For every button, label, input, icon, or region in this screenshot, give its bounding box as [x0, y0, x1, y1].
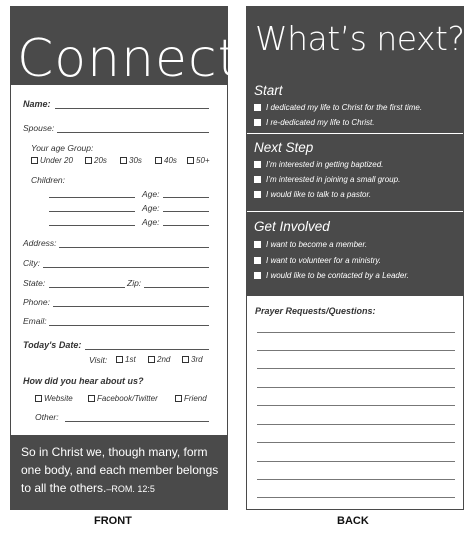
involved-item-volunteer[interactable] [254, 256, 381, 265]
front-caption: FRONT [94, 515, 132, 527]
age-option-label: 50+ [196, 156, 210, 165]
child-age-label: Age: [142, 217, 160, 227]
item-label: I want to volunteer for a ministry. [266, 256, 382, 265]
phone-field[interactable] [53, 306, 209, 307]
item-label: I would like to be contacted by a Leader. [266, 271, 409, 280]
prayer-requests-label: Prayer Requests/Questions: [255, 306, 376, 316]
address-label: Address: [23, 238, 57, 248]
state-label: State: [23, 278, 46, 288]
name-field[interactable] [55, 108, 209, 109]
email-label: Email: [23, 316, 47, 326]
section-title: Get Involved [254, 219, 330, 234]
email-field[interactable] [49, 325, 209, 326]
child-age-field[interactable] [163, 197, 209, 198]
visit-option-label: 3rd [191, 355, 203, 364]
checkbox-icon[interactable] [254, 257, 261, 264]
how-heard-label: How did you hear about us? [23, 376, 144, 386]
visit-label: Visit: [89, 355, 108, 365]
zip-label: Zip: [127, 278, 142, 288]
city-label: City: [23, 258, 40, 268]
age-option-under20[interactable] [31, 156, 73, 165]
verse-text [21, 443, 221, 498]
item-label: I dedicated my life to Christ for the first time. [266, 103, 423, 112]
heard-option-website[interactable] [35, 394, 73, 403]
name-label: Name: [23, 99, 51, 109]
visit-option-1st[interactable] [116, 355, 136, 364]
checkbox-icon[interactable] [120, 157, 127, 164]
city-field[interactable] [43, 267, 209, 268]
start-item-first-time[interactable] [254, 103, 422, 112]
age-option-label: Under 20 [40, 156, 73, 165]
back-card [246, 6, 464, 510]
checkbox-icon[interactable] [88, 395, 95, 402]
front-card [10, 6, 240, 510]
child-age-label: Age: [142, 203, 160, 213]
section-get-involved [247, 212, 463, 296]
other-label: Other: [35, 412, 59, 422]
section-next-step [247, 134, 463, 211]
item-label: I want to become a member. [266, 240, 368, 249]
zip-field[interactable] [144, 287, 209, 288]
checkbox-icon[interactable] [116, 356, 123, 363]
visit-option-label: 1st [125, 355, 136, 364]
spouse-field[interactable] [57, 132, 209, 133]
checkbox-icon[interactable] [254, 104, 261, 111]
child-age-field[interactable] [163, 211, 209, 212]
heard-option-label: Website [44, 394, 73, 403]
checkbox-icon[interactable] [254, 191, 261, 198]
checkbox-icon[interactable] [85, 157, 92, 164]
next-item-small-group[interactable] [254, 175, 400, 184]
checkbox-icon[interactable] [175, 395, 182, 402]
verse-body: So in Christ we, though many, form one body, and each member belongs to all the others. [21, 445, 219, 495]
heard-option-label: Facebook/Twitter [97, 394, 158, 403]
section-start [247, 75, 463, 133]
age-option-label: 20s [94, 156, 107, 165]
verse-panel [11, 435, 227, 509]
visit-option-3rd[interactable] [182, 355, 203, 364]
prayer-line[interactable] [257, 350, 455, 351]
spouse-label: Spouse: [23, 123, 55, 133]
state-field[interactable] [49, 287, 125, 288]
checkbox-icon[interactable] [148, 356, 155, 363]
prayer-line[interactable] [257, 479, 455, 480]
checkbox-icon[interactable] [187, 157, 194, 164]
child-name-field[interactable] [49, 211, 135, 212]
prayer-line[interactable] [257, 368, 455, 369]
prayer-line[interactable] [257, 424, 455, 425]
checkbox-icon[interactable] [254, 272, 261, 279]
child-name-field[interactable] [49, 225, 135, 226]
phone-label: Phone: [23, 297, 50, 307]
back-header [247, 7, 463, 85]
age-option-20s[interactable] [85, 156, 107, 165]
prayer-line[interactable] [257, 332, 455, 333]
visit-option-label: 2nd [157, 355, 171, 364]
prayer-line[interactable] [257, 497, 455, 498]
involved-item-member[interactable] [254, 240, 367, 249]
prayer-line[interactable] [257, 442, 455, 443]
checkbox-icon[interactable] [31, 157, 38, 164]
back-title: What’s next? [255, 19, 465, 58]
checkbox-icon[interactable] [254, 161, 261, 168]
todays-date-field[interactable] [85, 349, 209, 350]
start-item-rededicated[interactable] [254, 118, 374, 127]
age-option-50plus[interactable] [187, 156, 210, 165]
checkbox-icon[interactable] [155, 157, 162, 164]
checkbox-icon[interactable] [254, 176, 261, 183]
age-option-label: 30s [129, 156, 142, 165]
checkbox-icon[interactable] [182, 356, 189, 363]
age-option-label: 40s [164, 156, 177, 165]
front-header [11, 7, 240, 89]
item-label: I re-dedicated my life to Christ. [266, 118, 375, 127]
age-option-30s[interactable] [120, 156, 142, 165]
other-field[interactable] [65, 421, 209, 422]
item-label: I’m interested in joining a small group. [266, 175, 401, 184]
heard-option-facebook-twitter[interactable] [88, 394, 158, 403]
section-title: Start [254, 83, 283, 98]
age-group-label: Your age Group: [31, 143, 94, 153]
section-title: Next Step [254, 140, 314, 155]
prayer-line[interactable] [257, 387, 455, 388]
visit-option-2nd[interactable] [148, 355, 170, 364]
front-title: Connect [17, 29, 240, 89]
verse-reference: –ROM. 12:5 [106, 484, 155, 494]
heard-option-label: Friend [184, 394, 207, 403]
item-label: I’m interested in getting baptized. [266, 160, 384, 169]
checkbox-icon[interactable] [35, 395, 42, 402]
next-item-pastor[interactable] [254, 190, 371, 199]
back-caption: BACK [337, 515, 369, 527]
item-label: I would like to talk to a pastor. [266, 190, 372, 199]
checkbox-icon[interactable] [254, 119, 261, 126]
child-age-field[interactable] [163, 225, 209, 226]
child-name-field[interactable] [49, 197, 135, 198]
prayer-line[interactable] [257, 461, 455, 462]
todays-date-label: Today's Date: [23, 340, 82, 350]
child-age-label: Age: [142, 189, 160, 199]
address-field[interactable] [59, 247, 209, 248]
involved-item-leader-contact[interactable] [254, 271, 409, 280]
checkbox-icon[interactable] [254, 241, 261, 248]
children-label: Children: [31, 175, 66, 185]
prayer-line[interactable] [257, 405, 455, 406]
age-option-40s[interactable] [155, 156, 177, 165]
next-item-baptized[interactable] [254, 160, 383, 169]
heard-option-friend[interactable] [175, 394, 207, 403]
